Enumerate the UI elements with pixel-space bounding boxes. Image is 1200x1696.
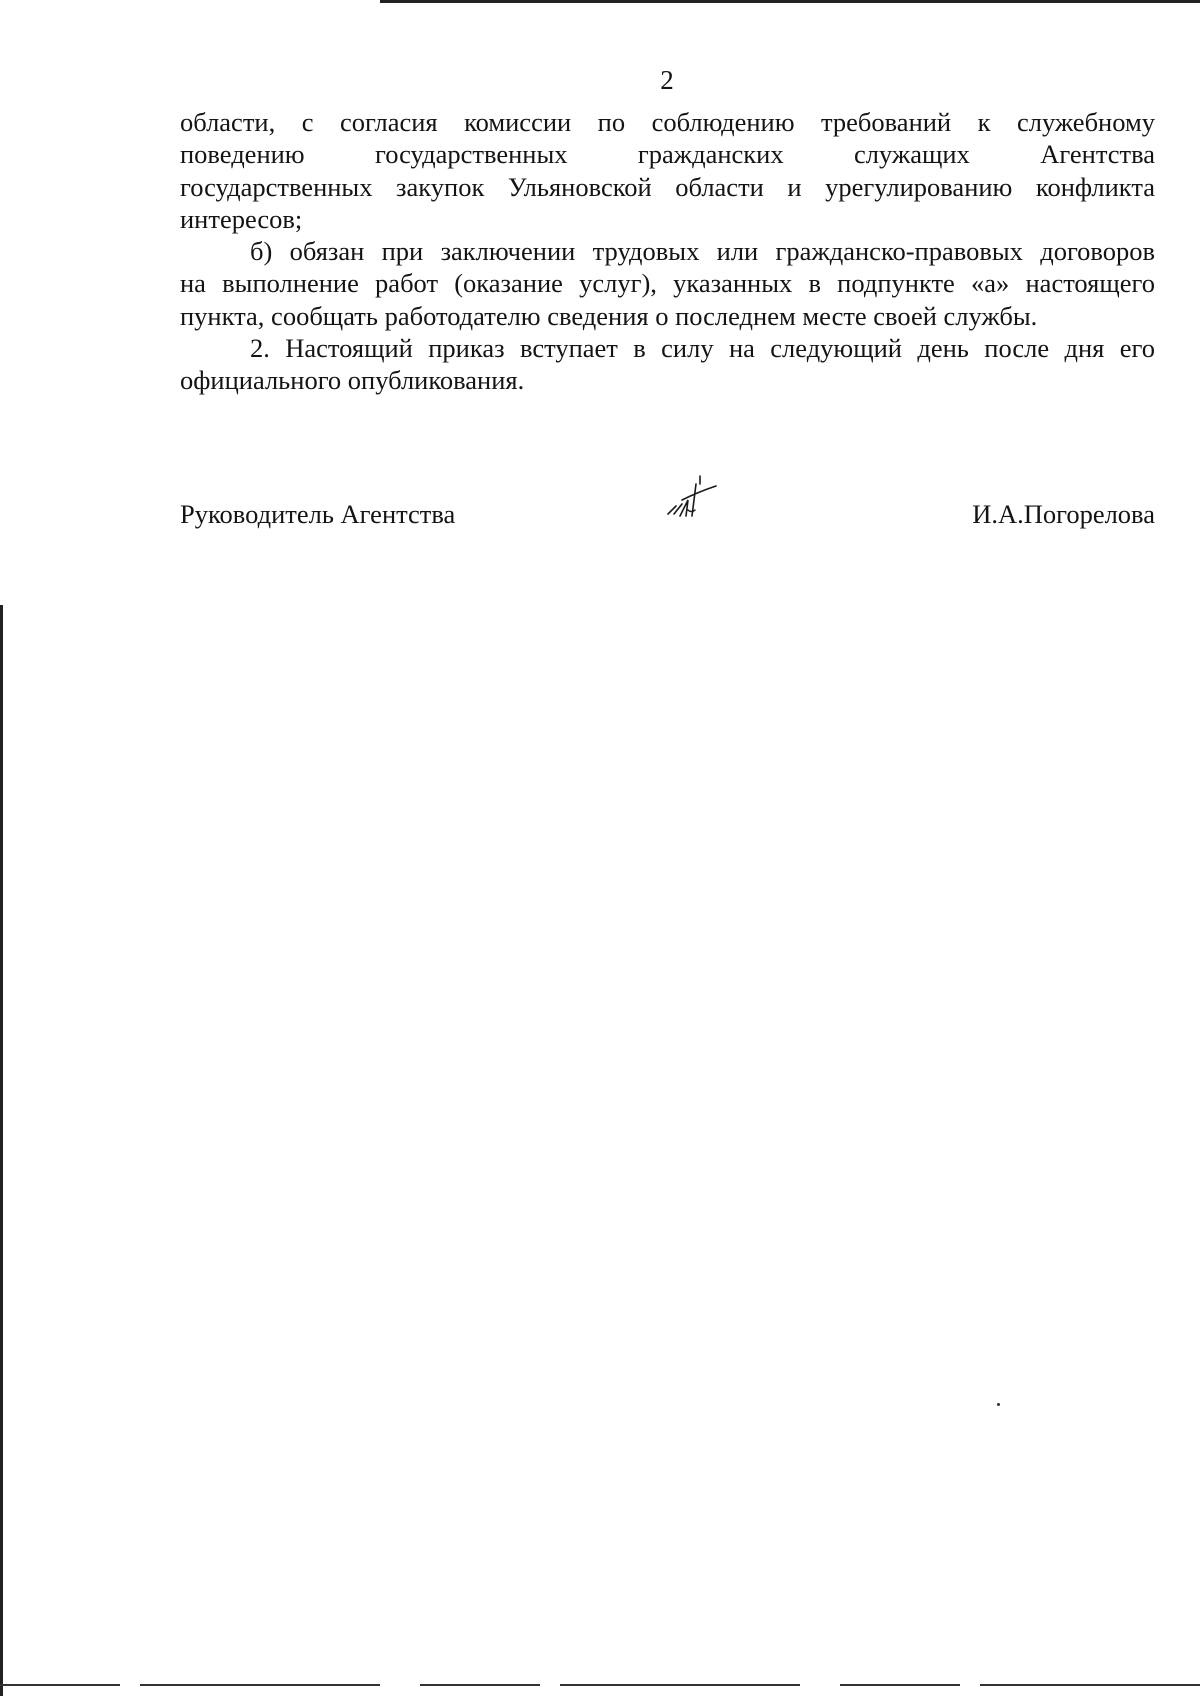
text-line: поведению государственных гражданских служащих Агентства <box>180 139 1155 170</box>
scan-speck <box>997 1403 1000 1406</box>
paragraph-point-2 <box>180 332 1155 397</box>
text-line: 2. Настоящий приказ вступает в силу на следующий день после дня его <box>250 333 1155 364</box>
paragraph-subpoint-b <box>180 235 1155 332</box>
handwritten-signature <box>660 470 720 530</box>
signatory-title: Руководитель Агентства <box>180 499 456 529</box>
document-body <box>180 106 1155 397</box>
scan-border-top <box>380 0 1200 3</box>
scan-border-bottom <box>0 1684 1200 1686</box>
text-line: государственных закупок Ульяновской области и урегулированию конфликта <box>180 171 1155 202</box>
page-number: 2 <box>660 65 674 95</box>
signature-block <box>180 498 1155 538</box>
text-line: области, с согласия комиссии по соблюдению требований к служебному <box>180 107 1155 137</box>
text-line: официального опубликования. <box>180 365 525 396</box>
text-line: на выполнение работ (оказание услуг), указанных в подпункте «а» настоящего <box>180 268 1155 299</box>
text-line: б) обязан при заключении трудовых или гражданско-правовых договоров <box>250 236 1155 267</box>
scan-border-left <box>0 605 3 1696</box>
signatory-name: И.А.Погорелова <box>972 499 1155 529</box>
paragraph-continuation <box>180 106 1155 235</box>
text-line: интересов; <box>180 203 303 234</box>
text-line: пункта, сообщать работодателю сведения о последнем месте своей службы. <box>180 300 1038 331</box>
